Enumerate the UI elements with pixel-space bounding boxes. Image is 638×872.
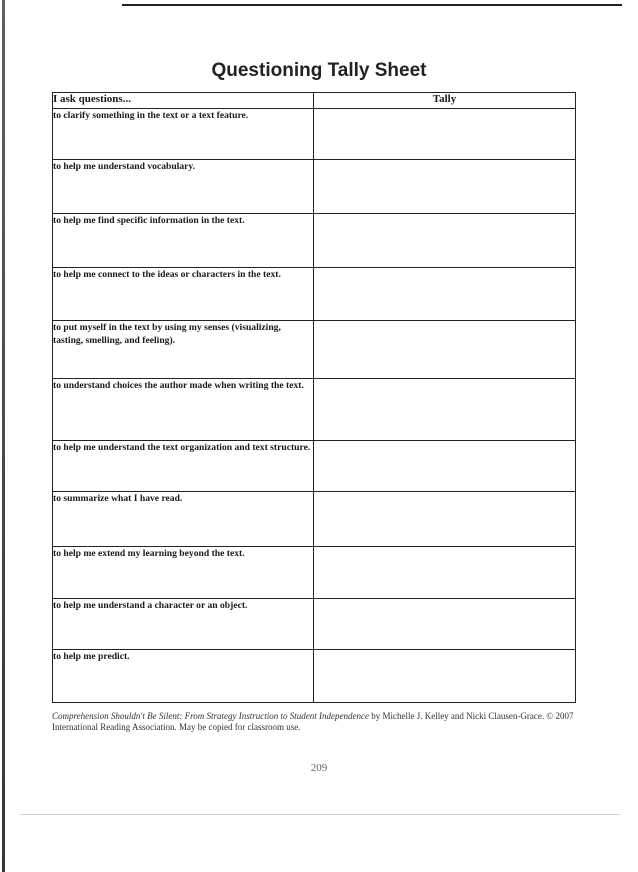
question-cell: to understand choices the author made when writing the text. bbox=[53, 379, 314, 441]
table-row bbox=[53, 109, 576, 160]
table-row bbox=[53, 441, 576, 492]
question-cell: to clarify something in the text or a text feature. bbox=[53, 109, 314, 160]
table-row bbox=[53, 492, 576, 547]
tally-cell[interactable] bbox=[314, 214, 576, 268]
table-row bbox=[53, 160, 576, 214]
tally-cell[interactable] bbox=[314, 379, 576, 441]
question-cell: to help me understand a character or an object. bbox=[53, 599, 314, 650]
tally-cell[interactable] bbox=[314, 268, 576, 321]
question-cell: to summarize what I have read. bbox=[53, 492, 314, 547]
page-number: 209 bbox=[310, 762, 328, 774]
question-cell: to help me extend my learning beyond the text. bbox=[53, 547, 314, 599]
tally-cell[interactable] bbox=[314, 441, 576, 492]
question-cell: to help me find specific information in the text. bbox=[53, 214, 314, 268]
question-cell: to help me understand vocabulary. bbox=[53, 160, 314, 214]
tally-cell[interactable] bbox=[314, 599, 576, 650]
table-row bbox=[53, 547, 576, 599]
table-row bbox=[53, 321, 576, 379]
page-title: Questioning Tally Sheet bbox=[211, 60, 427, 81]
question-cell: to put myself in the text by using my senses (visualizing, tasting, smelling, and feeling). bbox=[53, 321, 314, 379]
caption-rest: by Michelle J. Kelley and Nicki Clausen-Grace. © 2007 International Reading Association. May be copied for classroom use. bbox=[52, 711, 574, 732]
table-row bbox=[53, 214, 576, 268]
tally-table bbox=[52, 92, 576, 703]
tally-cell[interactable] bbox=[314, 109, 576, 160]
tally-cell[interactable] bbox=[314, 321, 576, 379]
copyright-caption bbox=[52, 711, 582, 733]
header-questions: I ask questions... bbox=[53, 93, 314, 109]
scan-fold-line bbox=[20, 814, 620, 815]
table-row bbox=[53, 268, 576, 321]
scan-top-edge bbox=[122, 4, 622, 6]
tally-cell[interactable] bbox=[314, 547, 576, 599]
question-cell: to help me understand the text organization and text structure. bbox=[53, 441, 314, 492]
header-tally: Tally bbox=[314, 93, 576, 109]
table-header-row bbox=[53, 93, 576, 109]
table-row bbox=[53, 599, 576, 650]
table-row bbox=[53, 379, 576, 441]
scan-left-edge bbox=[2, 0, 5, 872]
question-cell: to help me connect to the ideas or characters in the text. bbox=[53, 268, 314, 321]
table-row bbox=[53, 650, 576, 703]
question-cell: to help me predict. bbox=[53, 650, 314, 703]
book-title: Comprehension Shouldn't Be Silent: From Strategy Instruction to Student Independence bbox=[52, 711, 369, 721]
tally-cell[interactable] bbox=[314, 650, 576, 703]
tally-cell[interactable] bbox=[314, 160, 576, 214]
tally-cell[interactable] bbox=[314, 492, 576, 547]
